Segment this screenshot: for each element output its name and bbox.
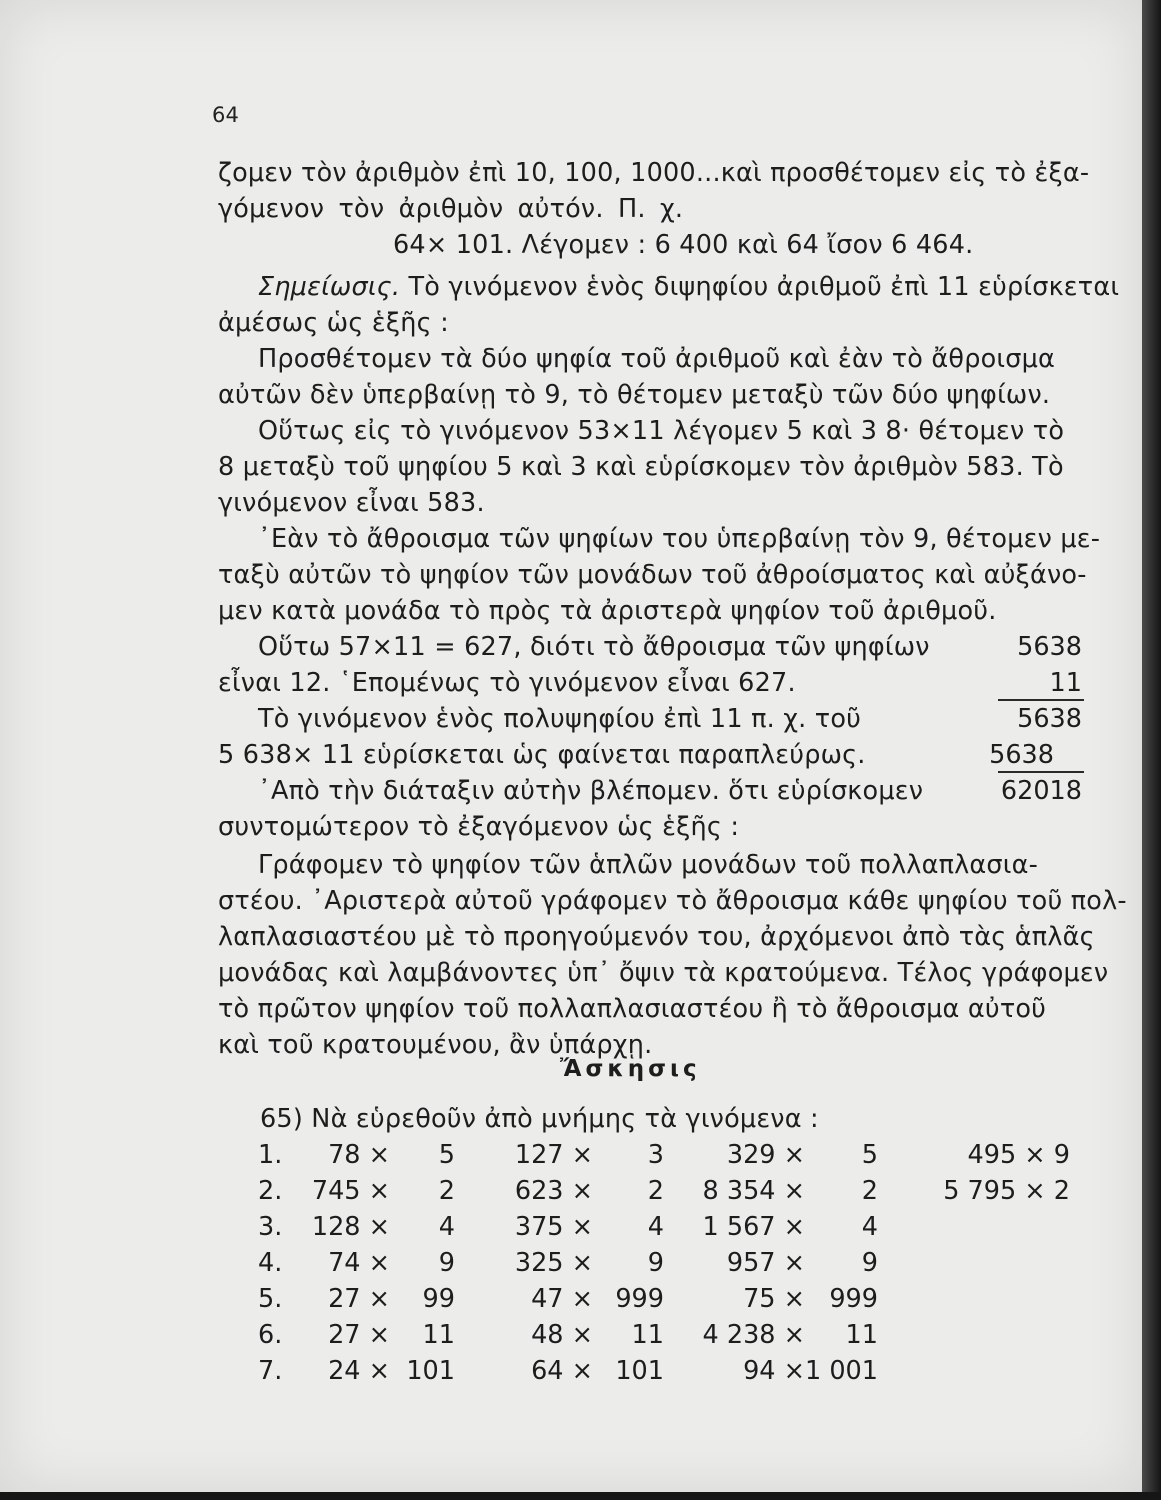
calc-multiplier: 11 [1049, 668, 1082, 698]
scan-edge [1142, 0, 1161, 1500]
exercise-cell: 27 × [328, 1284, 390, 1314]
text-line: Γράφομεν τὸ ψηφίον τῶν ἁπλῶν μονάδων τοῦ πολλαπλασια- [258, 850, 1039, 880]
exercise-row-number: 1. [258, 1140, 283, 1170]
text-line: ᾿Απὸ τὴν διάταξιν αὐτὴν βλέπομεν. ὅτι εὑρίσκομεν [258, 776, 924, 806]
exercise-cell: 2 [861, 1176, 878, 1206]
exercise-cell: 101 [406, 1356, 455, 1386]
exercise-cell: 329 × [726, 1140, 805, 1170]
exercise-cell: 1 567 × [702, 1212, 805, 1242]
exercise-cell: 24 × [328, 1356, 390, 1386]
exercise-cell: 75 × [743, 1284, 805, 1314]
exercise-cell: 11 [845, 1320, 878, 1350]
exercise-cell: 11 [422, 1320, 455, 1350]
exercise-cell: 94 × [743, 1356, 805, 1386]
exercise-cell: 27 × [328, 1320, 390, 1350]
exercise-cell: 999 [829, 1284, 878, 1314]
exercise-cell: 375 × [514, 1212, 593, 1242]
text-line: γόμενον τὸν ἀριθμὸν αὐτόν. Π. χ. [218, 194, 684, 224]
exercise-row-number: 6. [258, 1320, 283, 1350]
exercise-row-number: 7. [258, 1356, 283, 1386]
exercise-cell: 325 × [514, 1248, 593, 1278]
text-line: Τὸ γινόμενον ἑνὸς πολυψηφίου ἐπὶ 11 π. χ. τοῦ [258, 704, 862, 734]
text-line: στέου. ᾿Αριστερὰ αὐτοῦ γράφομεν τὸ ἄθροισμα κάθε ψηφίου τοῦ πολ- [218, 886, 1127, 916]
text-line: καὶ τοῦ κρατουμένου, ἂν ὑπάρχῃ. [218, 1030, 653, 1060]
text-line: ᾿Εὰν τὸ ἄθροισμα τῶν ψηφίων του ὑπερβαίνῃ τὸν 9, θέτομεν με- [258, 524, 1101, 554]
calc-partial-2: 5638 [989, 740, 1054, 770]
text-line: 5 638× 11 εὑρίσκεται ὡς φαίνεται παραπλεύρως. [218, 740, 866, 770]
text-line: συντομώτερον τὸ ἐξαγόμενον ὡς ἑξῆς : [218, 812, 740, 842]
exercise-cell: 101 [615, 1356, 664, 1386]
calc-result: 62018 [1000, 776, 1082, 806]
page-number: 64 [212, 103, 240, 127]
note-line [258, 272, 1119, 302]
exercise-cell: 957 × [726, 1248, 805, 1278]
exercise-cell: 127 × [514, 1140, 593, 1170]
text-line: 8 μεταξὺ τοῦ ψηφίου 5 καὶ 3 καὶ εὑρίσκομεν τὸν ἀριθμὸν 583. Τὸ [218, 452, 1064, 482]
text-line: αὐτῶν δὲν ὑπερβαίνῃ τὸ 9, τὸ θέτομεν μεταξὺ τῶν δύο ψηφίων. [218, 380, 1051, 410]
text-line: λαπλασιαστέου μὲ τὸ προηγούμενόν του, ἀρχόμενοι ἀπὸ τὰς ἁπλᾶς [218, 922, 1095, 952]
exercise-cell: 5 795 × 2 [943, 1176, 1070, 1206]
exercise-cell: 3 [647, 1140, 664, 1170]
exercise-cell: 2 [438, 1176, 455, 1206]
exercise-cell: 495 × 9 [967, 1140, 1070, 1170]
exercise-cell: 5 [861, 1140, 878, 1170]
text-line: ταξὺ αὐτῶν τὸ ψηφίον τῶν μονάδων τοῦ ἀθροίσματος καὶ αὐξάνο- [218, 560, 1087, 590]
text-line: μεν κατὰ μονάδα τὸ πρὸς τὰ ἀριστερὰ ψηφίον τοῦ ἀριθμοῦ. [218, 596, 997, 626]
exercise-cell: 99 [422, 1284, 455, 1314]
exercise-cell: 64 × [531, 1356, 593, 1386]
exercise-cell: 9 [861, 1248, 878, 1278]
exercise-cell: 2 [647, 1176, 664, 1206]
exercise-cell: 4 [647, 1212, 664, 1242]
calc-partial-1: 5638 [1017, 704, 1082, 734]
exercise-cell: 9 [438, 1248, 455, 1278]
text-line: ἀμέσως ὡς ἑξῆς : [218, 308, 449, 338]
exercise-cell: 11 [631, 1320, 664, 1350]
exercise-cell: 4 238 × [702, 1320, 805, 1350]
note-label: Σημείωσις. [258, 272, 401, 302]
exercise-prompt: 65) Νὰ εὑρεθοῦν ἀπὸ μνήμης τὰ γινόμενα : [260, 1104, 819, 1134]
text-line: εἶναι 12. ῾Επομένως τὸ γινόμενον εἶναι 627. [218, 668, 796, 698]
exercise-cell: 47 × [531, 1284, 593, 1314]
text-line: ζομεν τὸν ἀριθμὸν ἐπὶ 10, 100, 1000...καὶ προσθέτομεν εἰς τὸ ἐξα- [218, 158, 1090, 188]
exercise-row-number: 3. [258, 1212, 283, 1242]
text-line: Οὕτως εἰς τὸ γινόμενον 53×11 λέγομεν 5 καὶ 3 8· θέτομεν τὸ [258, 416, 1065, 446]
exercise-heading: Ἄσκησις [560, 1056, 701, 1082]
text-line: γινόμενον εἶναι 583. [218, 488, 485, 518]
exercise-cell: 5 [438, 1140, 455, 1170]
exercise-cell: 745 × [311, 1176, 390, 1206]
exercise-cell: 74 × [328, 1248, 390, 1278]
exercise-cell: 128 × [311, 1212, 390, 1242]
text-line: μονάδας καὶ λαμβάνοντες ὑπ᾿ ὄψιν τὰ κρατούμενα. Τέλος γράφομεν [218, 958, 1109, 988]
exercise-cell: 623 × [514, 1176, 593, 1206]
calc-rule [998, 699, 1084, 701]
exercise-cell: 8 354 × [702, 1176, 805, 1206]
text-line: τὸ πρῶτον ψηφίον τοῦ πολλαπλασιαστέου ἢ τὸ ἄθροισμα αὐτοῦ [218, 994, 1047, 1024]
calc-multiplicand: 5638 [1017, 632, 1082, 662]
exercise-cell: 78 × [328, 1140, 390, 1170]
exercise-row-number: 2. [258, 1176, 283, 1206]
note-text: Τὸ γινόμενον ἑνὸς διψηφίου ἀριθμοῦ ἐπὶ 11 εὑρίσκεται [408, 272, 1120, 302]
formula-line: 64× 101. Λέγομεν : 6 400 καὶ 64 ἴσον 6 464. [393, 230, 974, 260]
scan-edge [0, 1492, 1161, 1500]
exercise-cell: 999 [615, 1284, 664, 1314]
exercise-cell: 9 [647, 1248, 664, 1278]
exercise-cell: 4 [861, 1212, 878, 1242]
exercise-cell: 4 [438, 1212, 455, 1242]
exercise-row-number: 5. [258, 1284, 283, 1314]
exercise-cell: 1 001 [804, 1356, 878, 1386]
exercise-row-number: 4. [258, 1248, 283, 1278]
text-line: Οὕτω 57×11 = 627, διότι τὸ ἄθροισμα τῶν ψηφίων [258, 632, 930, 662]
text-line: Προσθέτομεν τὰ δύο ψηφία τοῦ ἀριθμοῦ καὶ ἐὰν τὸ ἄθροισμα [258, 344, 1056, 374]
calc-rule [998, 771, 1084, 773]
exercise-cell: 48 × [531, 1320, 593, 1350]
